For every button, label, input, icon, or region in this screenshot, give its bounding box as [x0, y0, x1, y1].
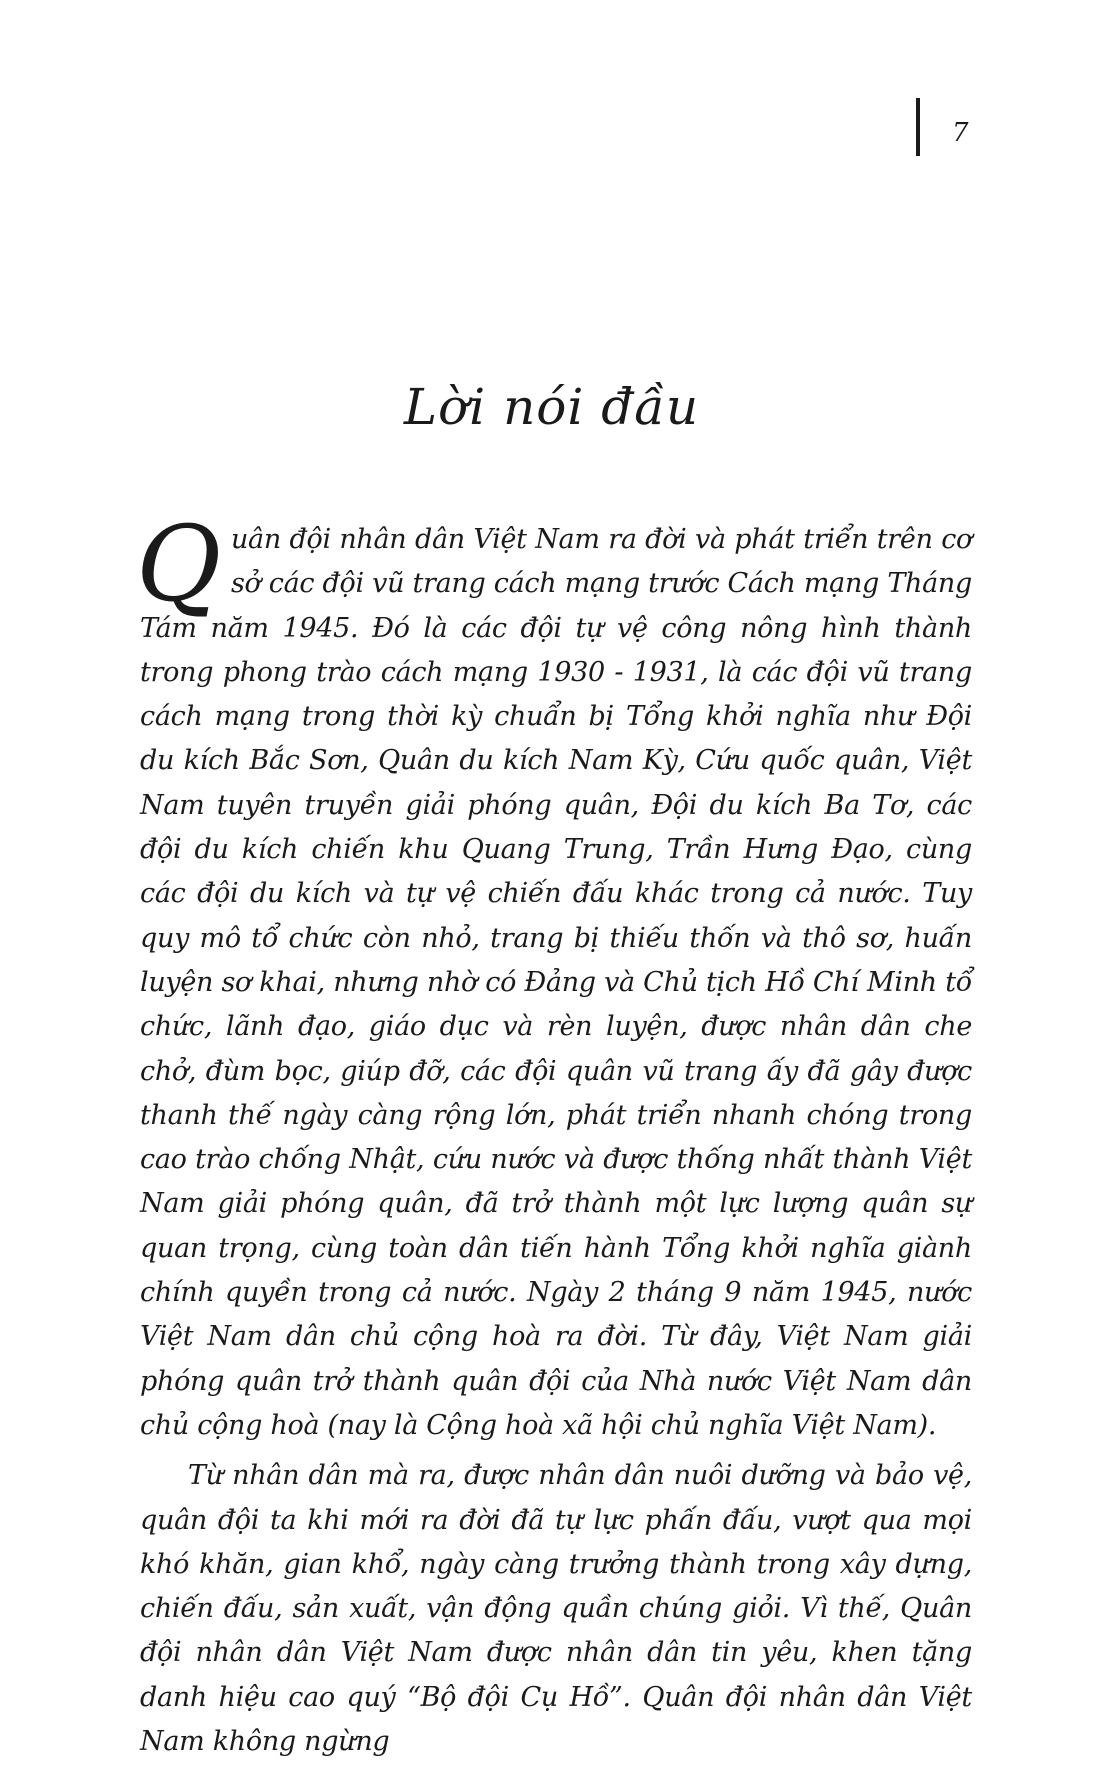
paragraph-2: Từ nhân dân mà ra, được nhân dân nuôi dưỡng và bảo vệ, quân đội ta khi mới ra đời đã tự lực phấn đấu, vượt qua mọi khó khăn, gian khổ, ngày càng trưởng thành trong xây dựng, chiến đấu, sản xuất, vận động quần chúng giỏi. Vì thế, Quân đội nhân dân Việt Nam được nhân dân tin yêu, khen tặng danh hiệu cao quý “Bộ đội Cụ Hồ”. Quân đội nhân dân Việt Nam không ngừng — [140, 1460, 972, 1758]
body-text — [136, 503, 972, 1764]
page-marker-rule — [916, 98, 920, 156]
page-number: 7 — [952, 118, 969, 148]
chapter-title: Lời nói đầu — [403, 378, 700, 436]
paragraph-1-text: uân đội nhân dân Việt Nam ra đời và phát triển trên cơ sở các đội vũ trang cách mạng trước Cách mạng Tháng Tám năm 1945. Đó là các đội tự vệ công nông hình thành trong phong trào cách mạng 1930 - 1931, là các đội vũ trang cách mạng trong thời kỳ chuẩn bị Tổng khởi nghĩa như Đội du kích Bắc Sơn, Quân du kích Nam Kỳ, Cứu quốc quân, Việt Nam tuyên truyền giải phóng quân, Đội du kích Ba Tơ, các đội du kích chiến khu Quang Trung, Trần Hưng Đạo, cùng các đội du kích và tự vệ chiến đấu khác trong cả nước. Tuy quy mô tổ chức còn nhỏ, trang bị thiếu thốn và thô sơ, huấn luyện sơ khai, nhưng nhờ có Đảng và Chủ tịch Hồ Chí Minh tổ chức, lãnh đạo, giáo dục và rèn luyện, được nhân dân che chở, đùm bọc, giúp đỡ, các đội quân vũ trang ấy đã gây được thanh thế ngày càng rộng lớn, phát triển nhanh chóng trong cao trào chống Nhật, cứu nước và được thống nhất thành Việt Nam giải phóng quân, đã trở thành một lực lượng quân sự quan trọng, cùng toàn dân tiến hành Tổng khởi nghĩa giành chính quyền trong cả nước. Ngày 2 tháng 9 năm 1945, nước Việt Nam dân chủ cộng hoà ra đời. Từ đây, Việt Nam giải phóng quân trở thành quân đội của Nhà nước Việt Nam dân chủ cộng hoà (nay là Cộng hoà xã hội chủ nghĩa Việt Nam). — [140, 524, 972, 1441]
drop-cap: Q — [136, 503, 221, 625]
paragraph-1 — [136, 503, 972, 1448]
